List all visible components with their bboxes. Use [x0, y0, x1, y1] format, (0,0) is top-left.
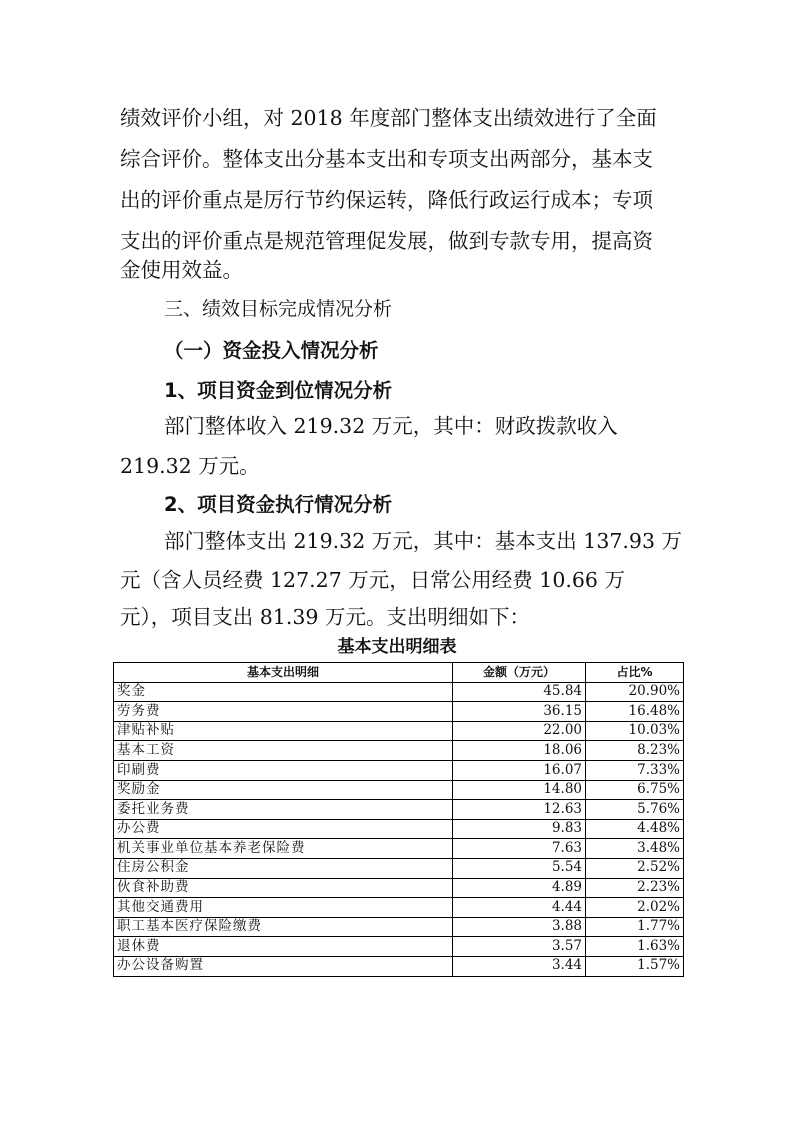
expense-percent: 7.33%	[586, 760, 684, 780]
expense-amount: 18.06	[453, 741, 586, 761]
expense-percent: 1.57%	[586, 956, 684, 976]
table-title: 基本支出明细表	[337, 637, 457, 657]
expense-item-name: 奖金	[114, 682, 453, 702]
expense-amount: 16.07	[453, 760, 586, 780]
paragraph-line: 元），项目支出 81.39 万元。支出明细如下：	[120, 605, 530, 629]
expense-amount: 3.57	[453, 937, 586, 957]
table-header-row	[114, 663, 684, 683]
expense-percent: 8.23%	[586, 741, 684, 761]
expense-item-name: 办公费	[114, 819, 453, 839]
expense-percent: 3.48%	[586, 839, 684, 859]
expense-amount: 9.83	[453, 819, 586, 839]
expense-amount: 3.44	[453, 956, 586, 976]
expense-amount: 5.54	[453, 858, 586, 878]
expense-item-name: 其他交通费用	[114, 898, 453, 918]
expense-amount: 22.00	[453, 721, 586, 741]
table-row	[114, 760, 684, 780]
table-row	[114, 898, 684, 918]
table-row	[114, 956, 684, 976]
item-heading: 2、项目资金执行情况分析	[164, 493, 393, 516]
expense-item-name: 印刷费	[114, 760, 453, 780]
expense-percent: 2.02%	[586, 898, 684, 918]
expense-percent: 4.48%	[586, 819, 684, 839]
column-header-item: 基本支出明细	[114, 663, 453, 683]
expense-amount: 3.88	[453, 917, 586, 937]
expense-amount: 14.80	[453, 780, 586, 800]
expense-item-name: 职工基本医疗保险缴费	[114, 917, 453, 937]
table-row	[114, 682, 684, 702]
paragraph-line: 支出的评价重点是规范管理促发展，做到专款专用，提高资	[120, 229, 653, 253]
expense-detail-table	[113, 662, 684, 977]
subsection-heading: （一）资金投入情况分析	[164, 339, 379, 362]
paragraph-line: 金使用效益。	[120, 258, 243, 282]
expense-amount: 36.15	[453, 702, 586, 722]
table-row	[114, 721, 684, 741]
table-row	[114, 800, 684, 820]
expense-item-name: 退休费	[114, 937, 453, 957]
expense-percent: 16.48%	[586, 702, 684, 722]
paragraph-line: 元（含人员经费 127.27 万元，日常公用经费 10.66 万	[120, 568, 625, 592]
table-row	[114, 839, 684, 859]
expense-item-name: 伙食补助费	[114, 878, 453, 898]
expense-item-name: 奖励金	[114, 780, 453, 800]
table-body	[114, 682, 684, 976]
expense-percent: 6.75%	[586, 780, 684, 800]
paragraph-line: 出的评价重点是厉行节约保运转，降低行政运行成本；专项	[120, 188, 653, 212]
column-header-percent: 占比%	[586, 663, 684, 683]
expense-item-name: 住房公积金	[114, 858, 453, 878]
table-row	[114, 858, 684, 878]
expense-item-name: 劳务费	[114, 702, 453, 722]
paragraph-line: 219.32 万元。	[120, 454, 260, 478]
expense-amount: 4.89	[453, 878, 586, 898]
section-heading: 三、绩效目标完成情况分析	[164, 298, 393, 320]
paragraph-line: 部门整体支出 219.32 万元，其中：基本支出 137.93 万	[164, 529, 683, 553]
expense-percent: 2.23%	[586, 878, 684, 898]
expense-item-name: 津贴补贴	[114, 721, 453, 741]
table-row	[114, 937, 684, 957]
expense-percent: 5.76%	[586, 800, 684, 820]
expense-percent: 10.03%	[586, 721, 684, 741]
item-heading: 1、项目资金到位情况分析	[164, 379, 393, 402]
table-row	[114, 780, 684, 800]
expense-amount: 7.63	[453, 839, 586, 859]
expense-item-name: 基本工资	[114, 741, 453, 761]
expense-percent: 2.52%	[586, 858, 684, 878]
expense-item-name: 办公设备购置	[114, 956, 453, 976]
table-row	[114, 878, 684, 898]
expense-percent: 1.63%	[586, 937, 684, 957]
paragraph-line: 绩效评价小组，对 2018 年度部门整体支出绩效进行了全面	[120, 106, 657, 130]
column-header-amount: 金额（万元）	[453, 663, 586, 683]
table-row	[114, 819, 684, 839]
expense-item-name: 委托业务费	[114, 800, 453, 820]
expense-amount: 45.84	[453, 682, 586, 702]
paragraph-line: 部门整体收入 219.32 万元，其中：财政拨款收入	[164, 414, 618, 438]
expense-amount: 4.44	[453, 898, 586, 918]
paragraph-line: 综合评价。整体支出分基本支出和专项支出两部分，基本支	[120, 147, 653, 171]
table-row	[114, 917, 684, 937]
expense-percent: 20.90%	[586, 682, 684, 702]
expense-item-name: 机关事业单位基本养老保险费	[114, 839, 453, 859]
expense-percent: 1.77%	[586, 917, 684, 937]
table-row	[114, 702, 684, 722]
table-row	[114, 741, 684, 761]
expense-amount: 12.63	[453, 800, 586, 820]
